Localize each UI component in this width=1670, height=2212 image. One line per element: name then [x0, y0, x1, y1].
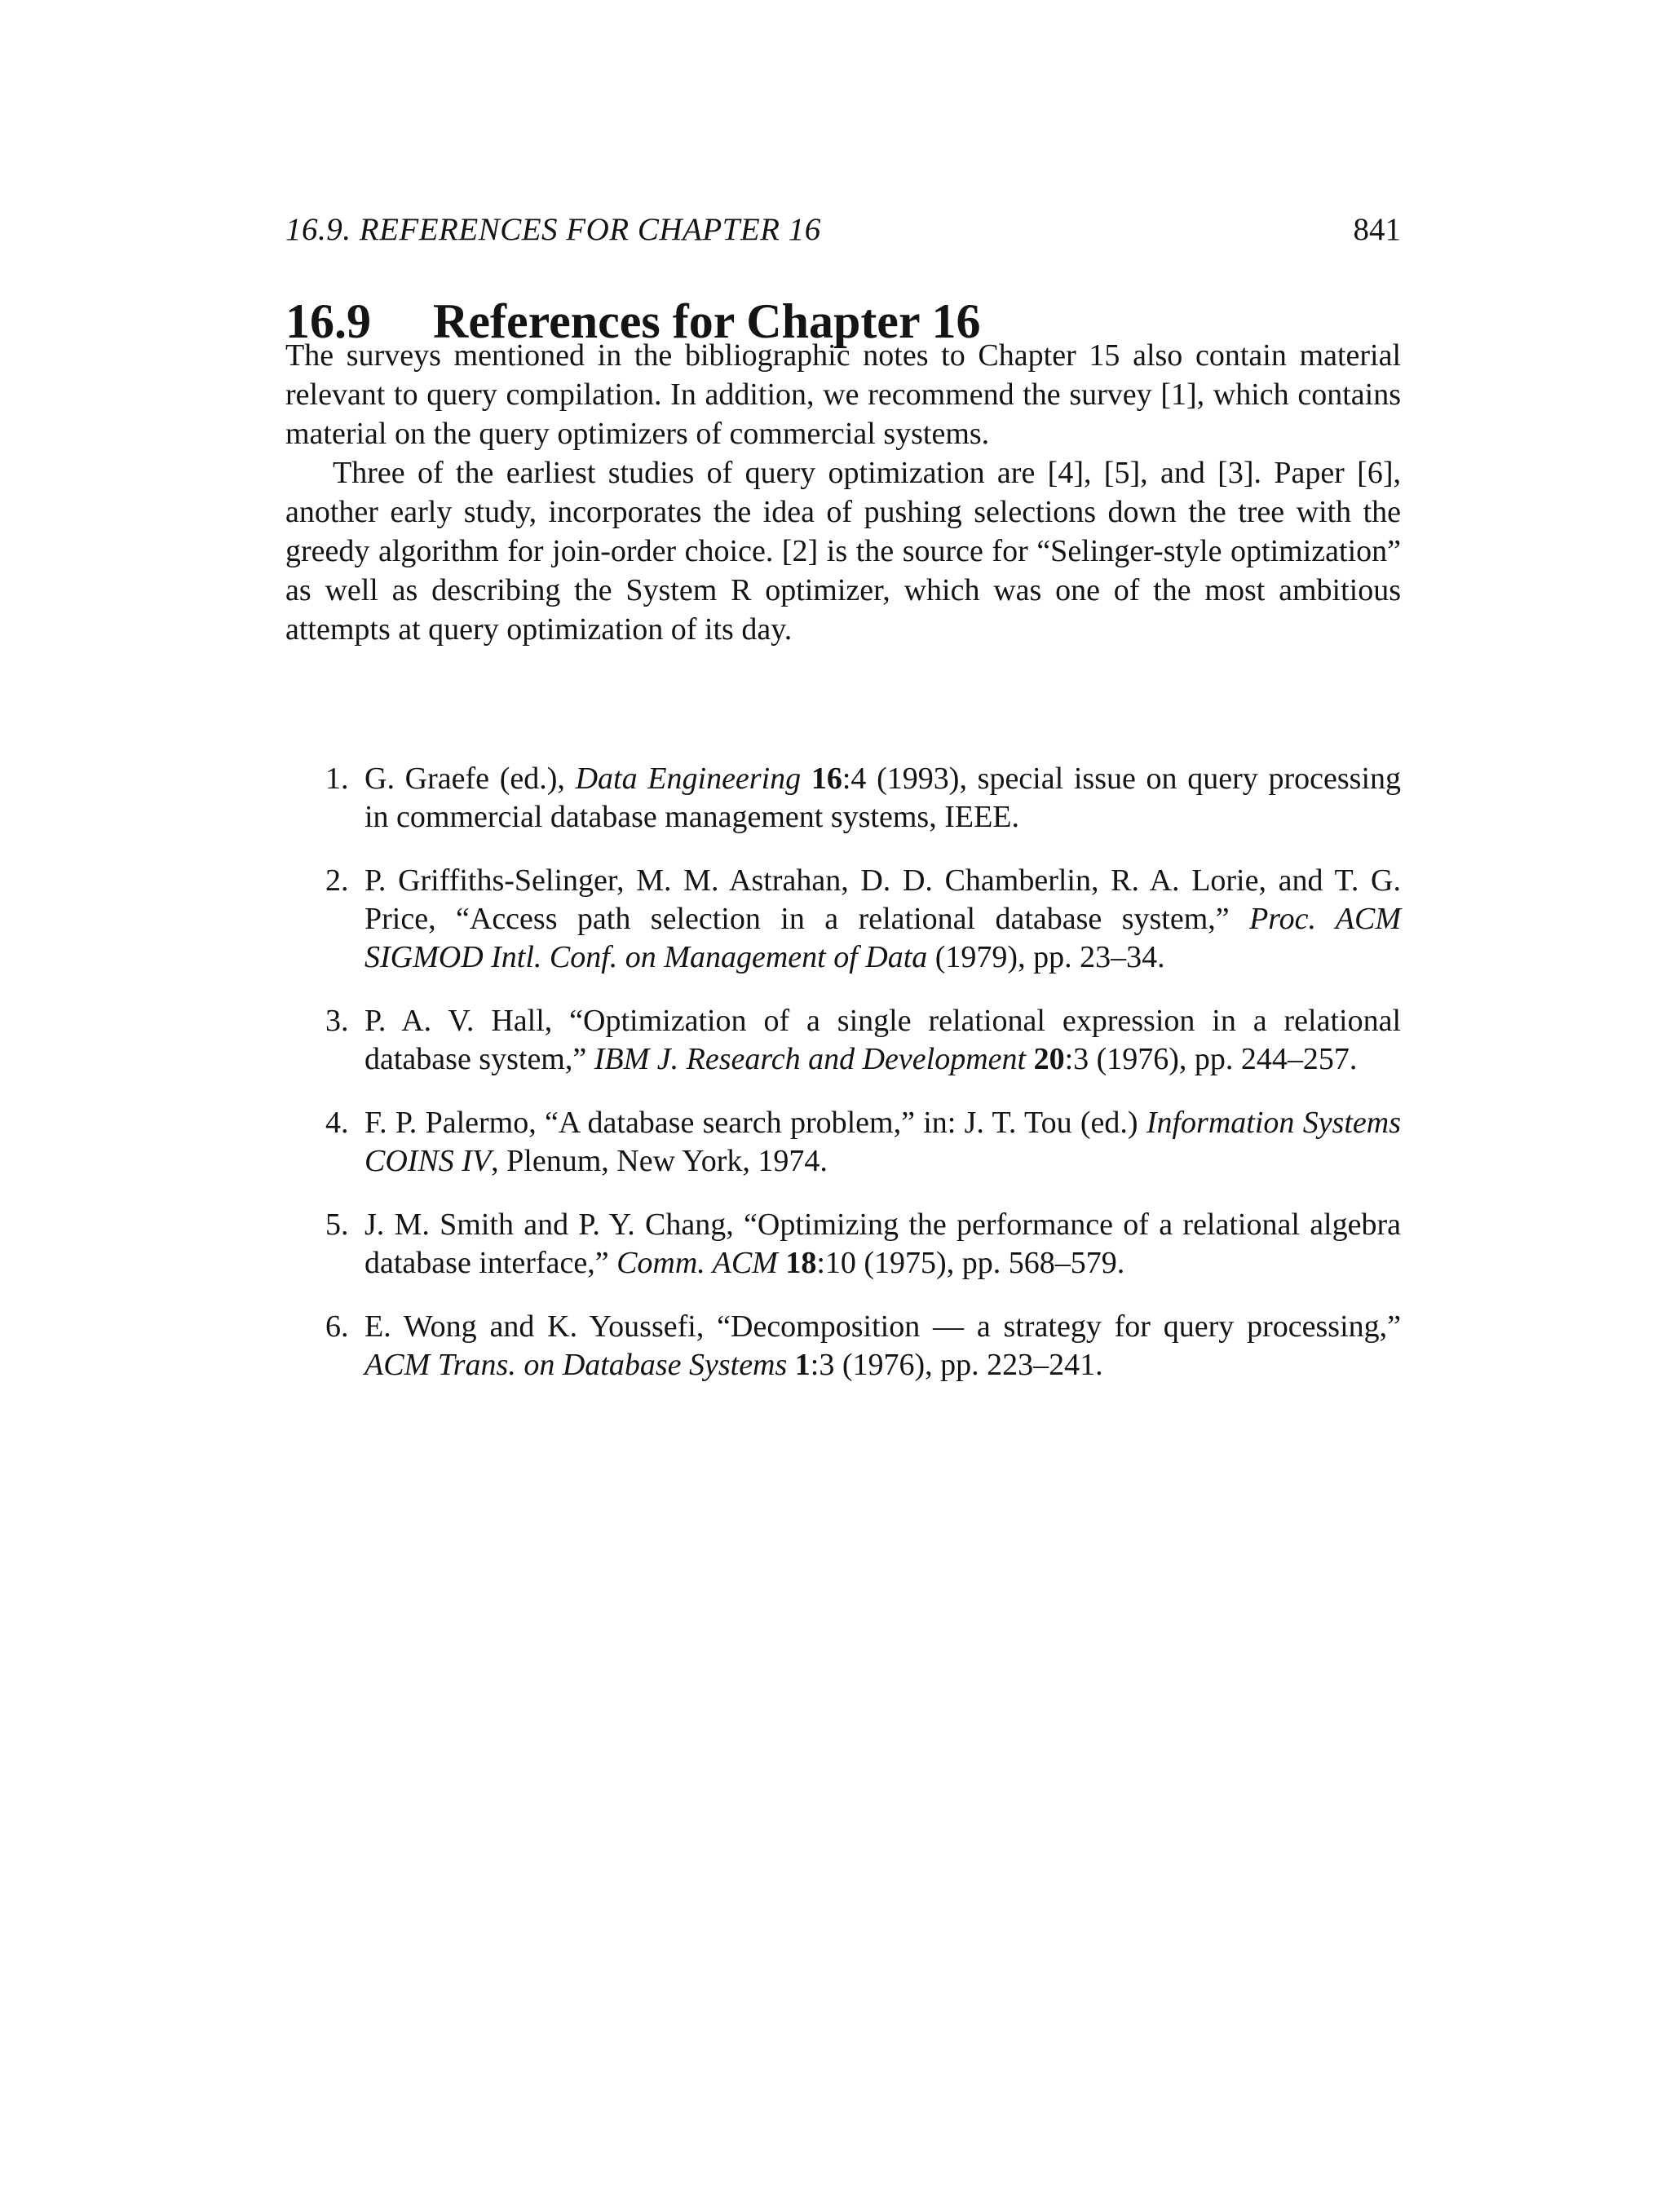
- reference-venue: Data Engineering: [575, 762, 802, 796]
- reference-number: 4.: [325, 1106, 349, 1140]
- reference-item: [285, 1308, 1401, 1384]
- reference-item: [285, 1104, 1401, 1181]
- reference-volume: 1: [787, 1348, 811, 1382]
- section-number: 16.9: [285, 294, 371, 348]
- reference-number: 6.: [325, 1309, 349, 1344]
- reference-tail: (1979), pp. 23–34.: [927, 940, 1165, 974]
- reference-number: 5.: [325, 1208, 349, 1242]
- reference-number: 1.: [325, 762, 349, 796]
- body-text: [285, 336, 1401, 649]
- reference-authors: J. M. Smith and P. Y. Chang, “Optimizing the performance of a relational algebra database interface,”: [364, 1208, 1401, 1280]
- reference-venue: Proc. ACM SIGMOD Intl. Conf. on Management of Data: [364, 902, 1402, 974]
- reference-item: [285, 1002, 1401, 1079]
- reference-tail: :3 (1976), pp. 244–257.: [1064, 1042, 1358, 1076]
- reference-venue: IBM J. Research and Development: [594, 1042, 1027, 1076]
- reference-tail: :3 (1976), pp. 223–241.: [810, 1348, 1103, 1382]
- reference-authors: G. Graefe (ed.),: [364, 762, 576, 796]
- paragraph: Three of the earliest studies of query optimization are [4], [5], and [3]. Paper [6], another early study, incorporates the idea of pushing selections down the tree with the greedy algorithm for join-order choice. [2] is the source for “Selinger-style optimization” as well as describing the System R optimizer, which was one of the most ambitious attempts at query optimization of its day.: [285, 456, 1401, 647]
- reference-volume: 20: [1026, 1042, 1065, 1076]
- reference-item: [285, 760, 1401, 837]
- reference-tail: :4 (1993), special issue on query processing in commercial database management systems, IEEE.: [364, 762, 1402, 834]
- reference-tail: , Plenum, New York, 1974.: [491, 1144, 828, 1178]
- reference-venue: Comm. ACM: [616, 1246, 778, 1280]
- reference-number: 3.: [325, 1004, 349, 1038]
- reference-venue: ACM Trans. on Database Systems: [364, 1348, 788, 1382]
- reference-volume: 18: [777, 1246, 817, 1280]
- reference-authors: E. Wong and K. Youssefi, “Decomposition — a strategy for query processing,”: [364, 1309, 1401, 1344]
- reference-number: 2.: [325, 863, 349, 898]
- page-number: 841: [1353, 212, 1401, 247]
- reference-item: [285, 862, 1401, 977]
- reference-authors: F. P. Palermo, “A database search problem,” in: J. T. Tou (ed.): [364, 1106, 1146, 1140]
- paragraph: The surveys mentioned in the bibliographic notes to Chapter 15 also contain material relevant to query compilation. In addition, we recommend the survey [1], which contains material on the query optimizers of commercial systems.: [285, 338, 1401, 451]
- section-title: References for Chapter 16: [433, 294, 981, 348]
- reference-tail: :10 (1975), pp. 568–579.: [816, 1246, 1125, 1280]
- reference-volume: 16: [811, 762, 842, 796]
- running-head-title: 16.9. REFERENCES FOR CHAPTER 16: [285, 212, 821, 247]
- reference-venue: Information Systems COINS IV: [364, 1106, 1401, 1178]
- reference-authors: P. A. V. Hall, “Optimization of a single relational expression in a relational database system,”: [364, 1004, 1401, 1076]
- reference-list: [285, 760, 1401, 1410]
- reference-item: [285, 1206, 1401, 1283]
- reference-authors: P. Griffiths-Selinger, M. M. Astrahan, D. D. Chamberlin, R. A. Lorie, and T. G. Price, “Access path selection in a relational database system,”: [364, 863, 1401, 936]
